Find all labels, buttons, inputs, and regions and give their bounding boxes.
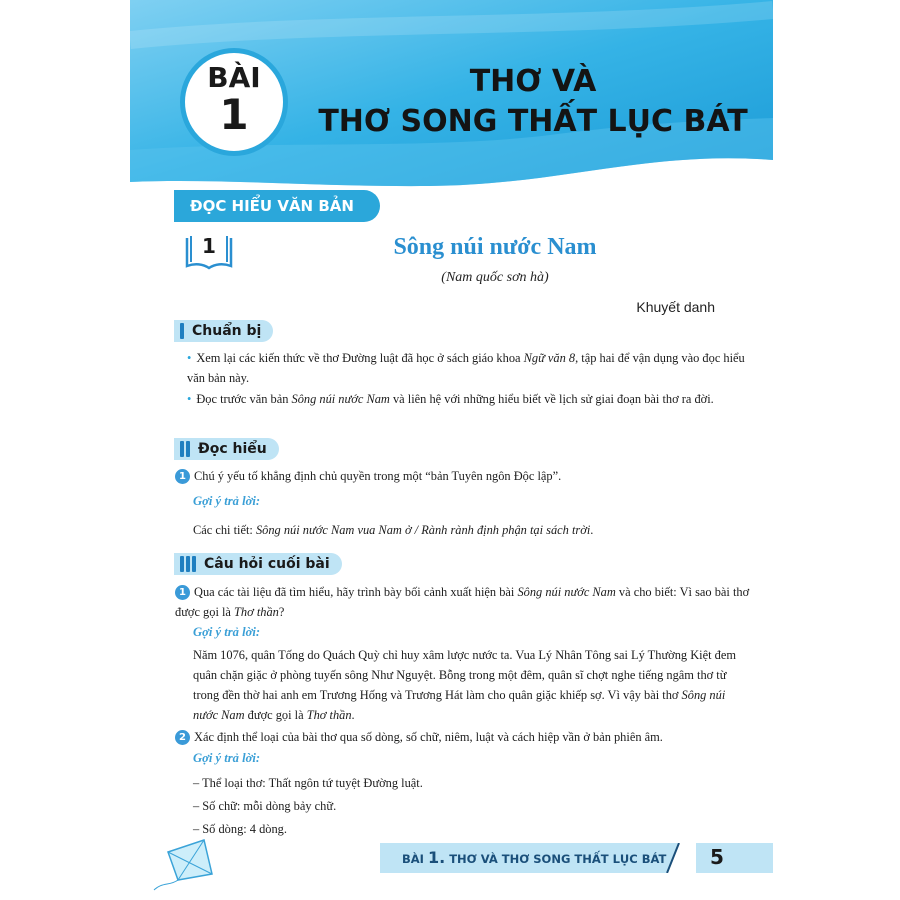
question-number-badge: 2 <box>175 730 190 745</box>
page-number: 5 <box>710 845 724 869</box>
kite-icon <box>148 830 238 900</box>
bars-icon <box>180 323 186 339</box>
lesson-word: BÀI <box>207 61 261 94</box>
prepare-bullet-2: • Đọc trước văn bản Sông núi nước Nam và liên hệ với những hiểu biết về lịch sử giai đoạn bài thơ ra đời. <box>187 392 714 406</box>
end-questions-heading-label: Câu hỏi cuối bài <box>204 556 330 572</box>
end-answer-1: Năm 1076, quân Tống do Quách Quỳ chỉ huy xâm lược nước ta. Vua Lý Nhân Tông sai Lý Thường Kiệt đem quân chặn giặc ở phòng tuyến sông Như Nguyệt. Bỗng trong một đêm, quân sĩ chợt nghe tiếng ngâm thơ từ trong đền thờ hai anh em Trương Hống và Trương Hát làm cho quân giặc khiếp sợ. Vì vậy bài thơ Sông núi nước Nam được gọi là Thơ thần. <box>193 648 736 722</box>
reading-heading-label: Đọc hiểu <box>198 441 267 457</box>
answer-hint-label: Gợi ý trả lời: <box>193 494 261 508</box>
lesson-number: 1 <box>219 90 249 139</box>
end-question-2: 2 Xác định thể loại của bài thơ qua số dòng, số chữ, niêm, luật và cách hiệp vần ở bản phiên âm. <box>175 727 750 747</box>
reading-question-1: 1 Chú ý yếu tố khẳng định chủ quyền trong một “bản Tuyên ngôn Độc lập”. <box>175 466 750 486</box>
prepare-heading <box>174 320 273 342</box>
text-subtitle: (Nam quốc sơn hà) <box>441 270 549 285</box>
answer-list-item: – Thể loại thơ: Thất ngôn tứ tuyệt Đường luật. <box>193 776 423 790</box>
footer-divider <box>666 843 696 873</box>
text-title: Sông núi nước Nam <box>393 234 597 260</box>
end-question-1: 1 Qua các tài liệu đã tìm hiểu, hãy trình bày bối cảnh xuất hiện bài Sông núi nước Nam và cho biết: Vì sao bài thơ được gọi là Thơ thần? <box>175 585 750 619</box>
reading-answer-1: Các chi tiết: Sông núi nước Nam vua Nam ở / Rành rành định phận tại sách trời. <box>193 523 594 537</box>
end-questions-heading <box>174 553 342 575</box>
footer-lesson-title: BÀI 1. THƠ VÀ THƠ SONG THẤT LỤC BÁT <box>402 848 667 867</box>
lesson-title-line2: THƠ SONG THẤT LỤC BÁT <box>318 104 748 139</box>
question-number-badge: 1 <box>175 585 190 600</box>
lesson-badge <box>180 48 288 156</box>
text-number: 1 <box>202 234 216 258</box>
lesson-title <box>298 62 768 142</box>
lesson-title-line1: THƠ VÀ <box>469 64 597 99</box>
header-band <box>130 0 773 190</box>
bullet-icon: • <box>187 351 192 365</box>
answer-list-item: – Số dòng: 4 dòng. <box>193 822 287 836</box>
bars-icon <box>180 556 198 572</box>
question-number-badge: 1 <box>175 469 190 484</box>
answer-hint-label: Gợi ý trả lời: <box>193 751 261 765</box>
section-banner: ĐỌC HIỂU VĂN BẢN <box>174 190 380 222</box>
reading-heading <box>174 438 279 460</box>
book-page <box>130 0 773 900</box>
bars-icon <box>180 441 192 457</box>
bullet-icon: • <box>187 392 192 406</box>
author: Khuyết danh <box>636 299 715 315</box>
answer-hint-label: Gợi ý trả lời: <box>193 625 261 639</box>
prepare-heading-label: Chuẩn bị <box>192 323 262 339</box>
prepare-bullet-1: • Xem lại các kiến thức về thơ Đường luật đã học ở sách giáo khoa Ngữ văn 8, tập hai để vận dụng vào đọc hiểu văn bản này. <box>187 351 745 385</box>
answer-list-item: – Số chữ: mỗi dòng bảy chữ. <box>193 799 337 813</box>
